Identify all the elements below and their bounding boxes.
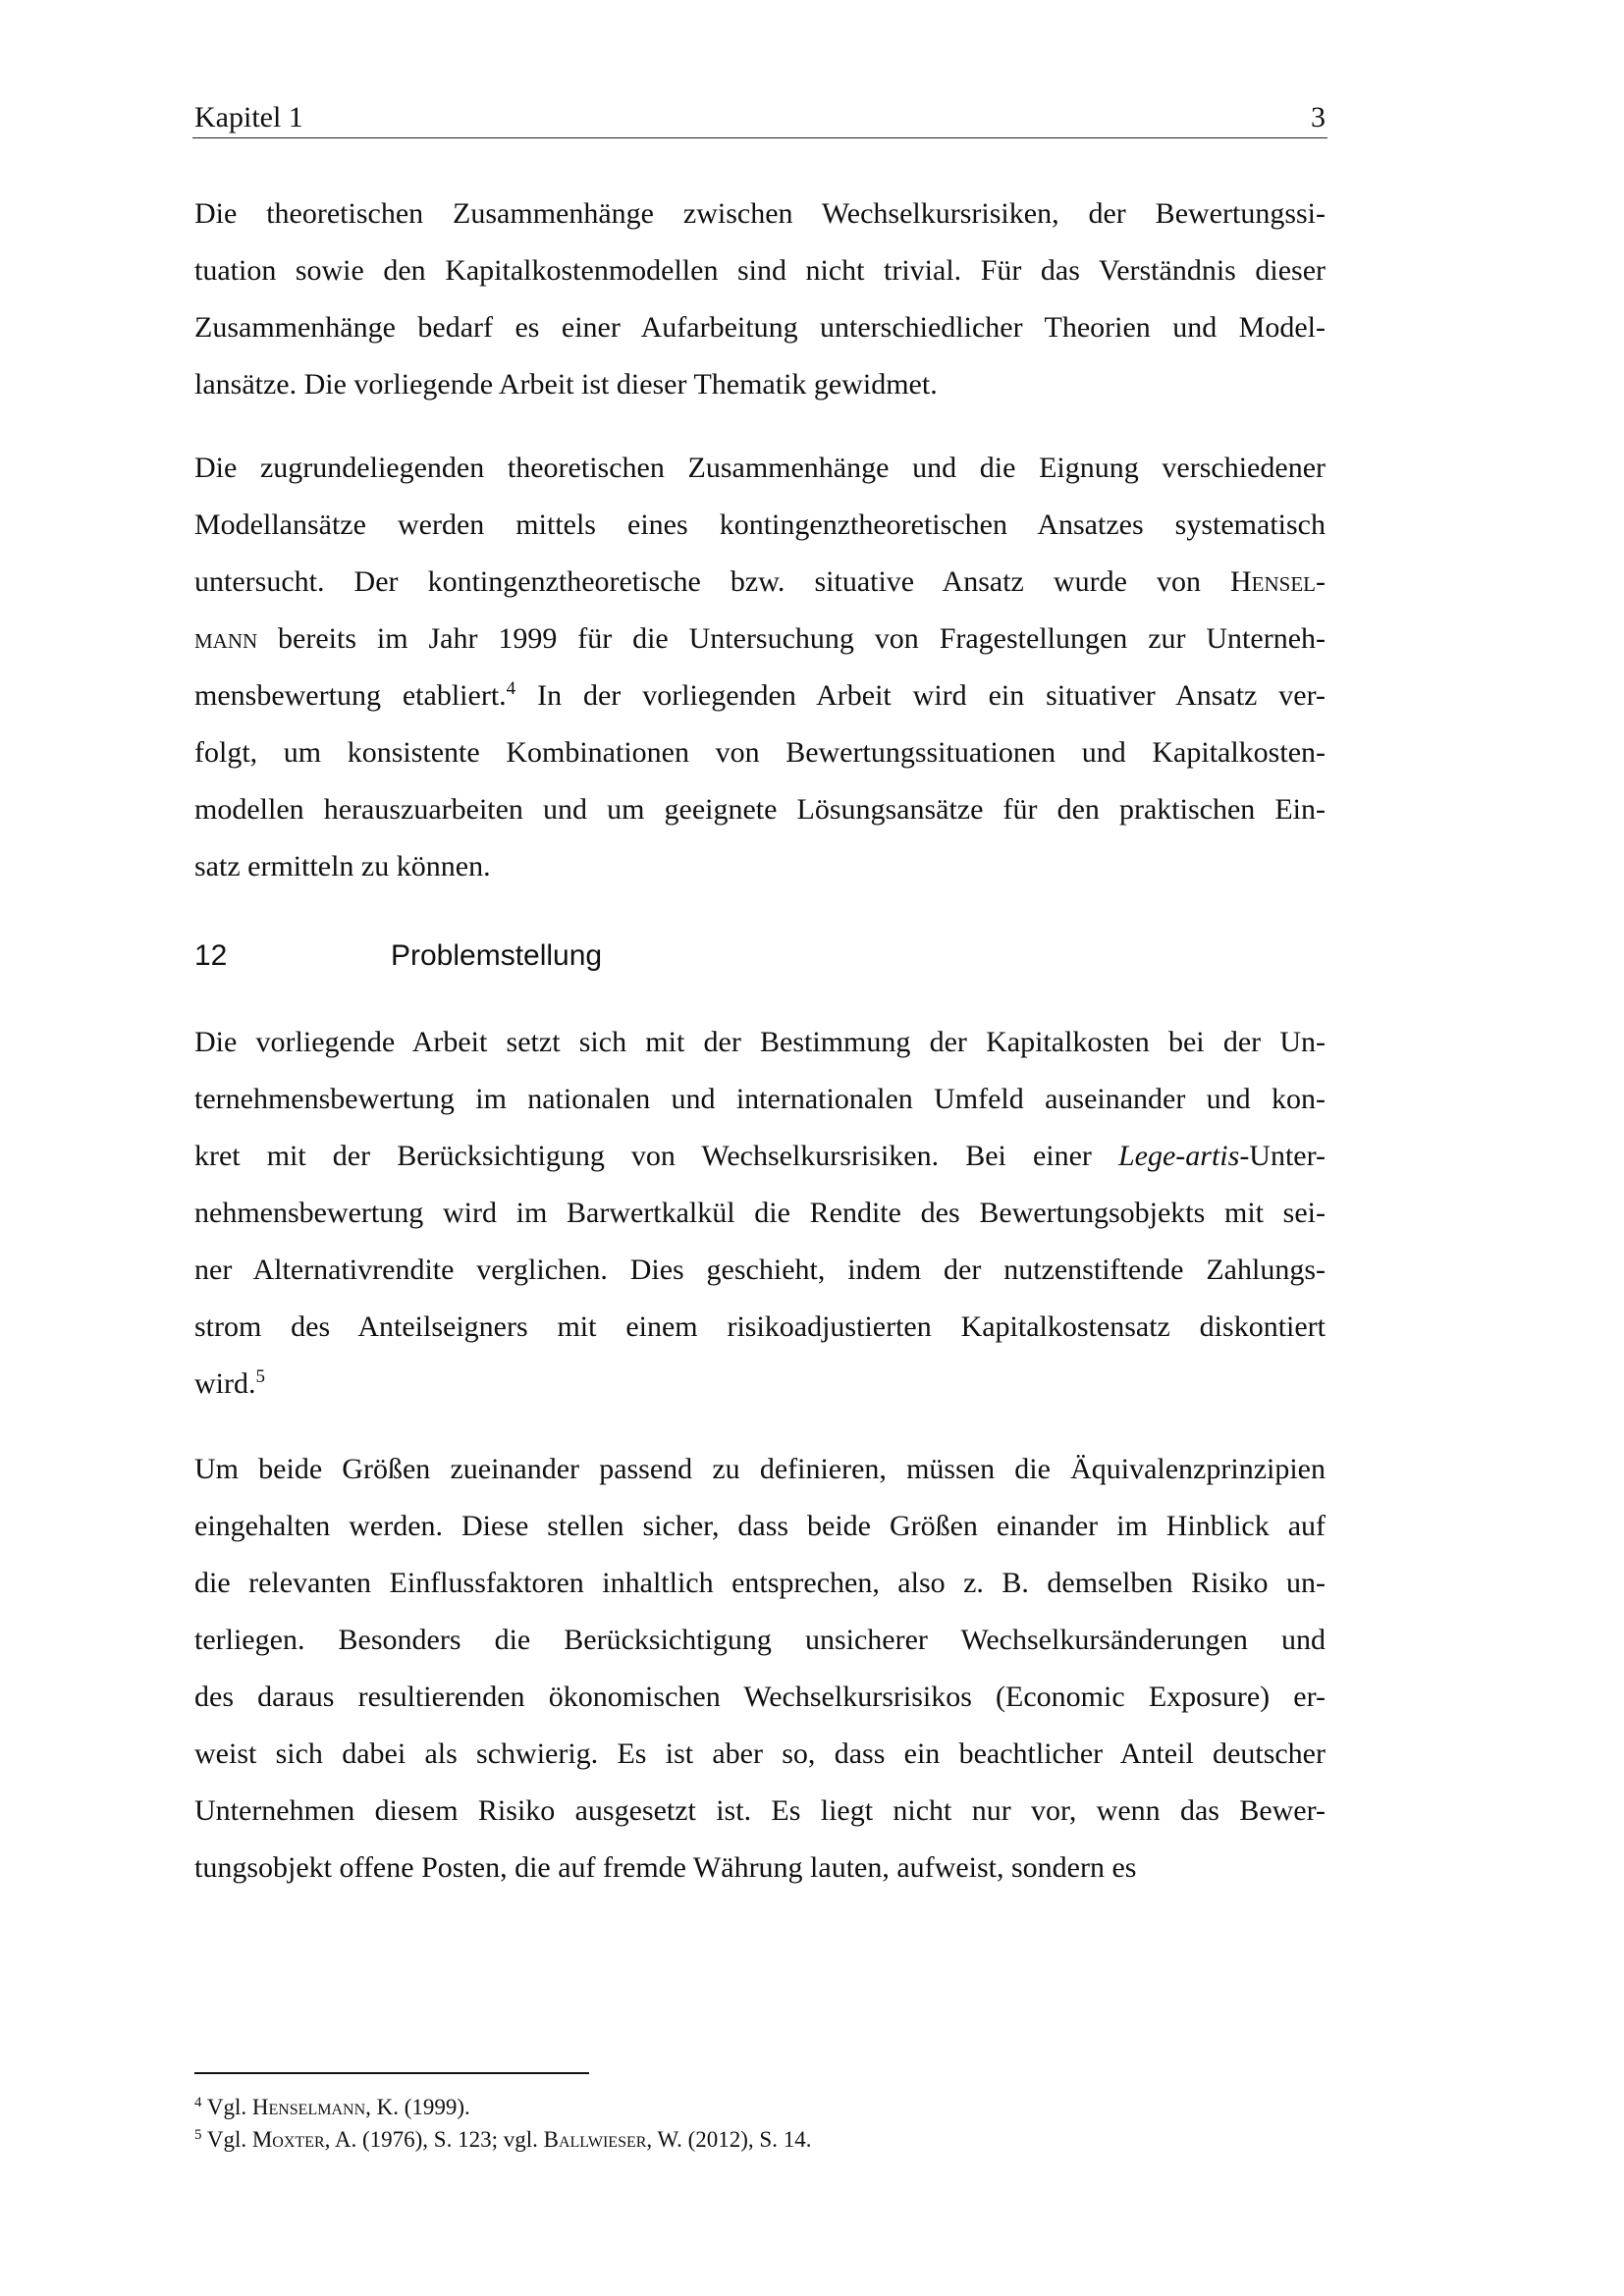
text-run: tuation sowie den Kapitalkostenmodellen sind nicht trivial. Für das Verständnis dieser [194, 254, 1326, 287]
text-run: Vgl. [201, 2127, 252, 2152]
text-line [194, 1441, 1326, 1498]
text-line [194, 1840, 1326, 1896]
text-line [194, 440, 1326, 497]
author-name: Ballwieser [543, 2127, 647, 2152]
text-run: terliegen. Besonders die Berücksichtigung unsicherer Wechselkursänderungen und [194, 1624, 1326, 1656]
text-line [194, 1555, 1326, 1612]
text-run: modellen herauszuarbeiten und um geeignete Lösungsansätze für den praktischen Ein- [194, 793, 1326, 826]
running-header [194, 98, 1326, 137]
text-run: Die vorliegende Arbeit setzt sich mit der Bestimmung der Kapitalkosten bei der Un- [194, 1026, 1326, 1058]
text-run: Vgl. [201, 2095, 252, 2119]
author-name: mann [194, 622, 258, 655]
footnote-marker: 4 [194, 2095, 202, 2110]
text-run: In der vorliegenden Arbeit wird ein situativer Ansatz ver- [515, 679, 1326, 712]
text-run: eingehalten werden. Diese stellen sicher, dass beide Größen einander im Hinblick auf [194, 1510, 1326, 1542]
text-run: ner Alternativrendite verglichen. Dies geschieht, indem der nutzenstiftende Zahlungs- [194, 1254, 1326, 1286]
text-run: ternehmensbewertung im nationalen und internationalen Umfeld auseinander und kon- [194, 1083, 1326, 1115]
text-run: Zusammenhänge bedarf es einer Aufarbeitung unterschiedlicher Theorien und Model- [194, 311, 1326, 344]
text-run: folgt, um konsistente Kombinationen von Bewertungssituationen und Kapitalkosten- [194, 736, 1326, 769]
footnote-rule [194, 2072, 589, 2074]
emphasis: Lege-artis [1117, 1140, 1240, 1172]
text-run: Modellansätze werden mittels eines kontingenztheoretischen Ansatzes systematisch [194, 508, 1326, 541]
text-run: Um beide Größen zueinander passend zu definieren, müssen die Äquivalenzprinzipien [194, 1453, 1326, 1485]
text-line [194, 1612, 1326, 1669]
text-line [194, 1356, 1326, 1413]
text-line [194, 186, 1326, 242]
text-line [194, 299, 1326, 356]
footnote-marker: 4 [506, 678, 516, 699]
text-run: nehmensbewertung wird im Barwertkalkül die Rendite des Bewertungsobjekts mit sei- [194, 1197, 1326, 1229]
footnote-marker: 5 [194, 2127, 202, 2143]
text-run: wird. [194, 1367, 256, 1400]
text-run: mensbewertung etabliert. [194, 679, 507, 712]
page-number: 3 [1311, 101, 1326, 133]
footnotes [194, 2091, 811, 2156]
text-line [194, 1783, 1326, 1840]
text-run: , A. (1976), S. 123; vgl. [324, 2127, 544, 2152]
paragraph-4 [194, 1441, 1326, 1896]
text-line [194, 838, 1326, 895]
paragraph-2 [194, 440, 1326, 895]
author-name: Henselmann [251, 2095, 366, 2119]
text-line [194, 1726, 1326, 1783]
text-run: bereits im Jahr 1999 für die Untersuchung von Fragestellungen zur Unterneh- [257, 622, 1326, 655]
text-line [194, 1185, 1326, 1242]
paragraph-3 [194, 1014, 1326, 1413]
paragraph-1 [194, 186, 1326, 413]
text-run: strom des Anteilseigners mit einem risikoadjustierten Kapitalkostensatz diskontiert [194, 1310, 1326, 1343]
text-run: weist sich dabei als schwierig. Es ist aber so, dass ein beachtlicher Anteil deutscher [194, 1737, 1326, 1770]
footnote-marker: 5 [255, 1366, 265, 1387]
text-line [194, 356, 1326, 413]
section-heading [194, 936, 602, 976]
chapter-label: Kapitel 1 [194, 101, 303, 133]
author-name: Hensel- [1230, 565, 1326, 598]
text-run: Unternehmen diesem Risiko ausgesetzt ist. Es liegt nicht nur vor, wenn das Bewer- [194, 1794, 1326, 1827]
text-line [194, 1242, 1326, 1299]
text-line [194, 611, 1326, 667]
text-run: untersucht. Der kontingenztheoretische bzw. situative Ansatz wurde von [194, 565, 1231, 598]
text-run: -Unter- [1239, 1140, 1326, 1172]
text-line [194, 242, 1326, 299]
text-line [194, 1071, 1326, 1128]
text-line [194, 781, 1326, 838]
text-line [194, 1498, 1326, 1555]
text-run: tungsobjekt offene Posten, die auf fremde Währung lauten, aufweist, sondern es [194, 1851, 1137, 1884]
header-rule [192, 137, 1327, 138]
text-line [194, 1014, 1326, 1071]
text-line [194, 1669, 1326, 1726]
text-run: , K. (1999). [365, 2095, 470, 2119]
footnote [194, 2091, 811, 2123]
footnote [194, 2123, 811, 2156]
text-line [194, 497, 1326, 554]
section-number: 12 [194, 939, 228, 972]
text-line [194, 1128, 1326, 1185]
text-run: satz ermitteln zu können. [194, 850, 491, 882]
text-line [194, 724, 1326, 781]
text-run: Die theoretischen Zusammenhänge zwischen Wechselkursrisiken, der Bewertungssi- [194, 197, 1326, 230]
text-run: , W. (2012), S. 14. [646, 2127, 812, 2152]
section-title: Problemstellung [391, 939, 603, 972]
text-run: lansätze. Die vorliegende Arbeit ist dieser Thematik gewidmet. [194, 368, 938, 400]
text-run: Die zugrundeliegenden theoretischen Zusammenhänge und die Eignung verschiedener [194, 452, 1326, 484]
text-run: kret mit der Berücksichtigung von Wechselkursrisiken. Bei einer [194, 1140, 1118, 1172]
text-run: die relevanten Einflussfaktoren inhaltlich entsprechen, also z. B. demselben Risiko un- [194, 1567, 1326, 1599]
text-run: des daraus resultierenden ökonomischen Wechselkursrisikos (Economic Exposure) er- [194, 1681, 1326, 1713]
text-line [194, 554, 1326, 611]
text-line [194, 1299, 1326, 1356]
author-name: Moxter [251, 2127, 325, 2152]
text-line [194, 667, 1326, 724]
